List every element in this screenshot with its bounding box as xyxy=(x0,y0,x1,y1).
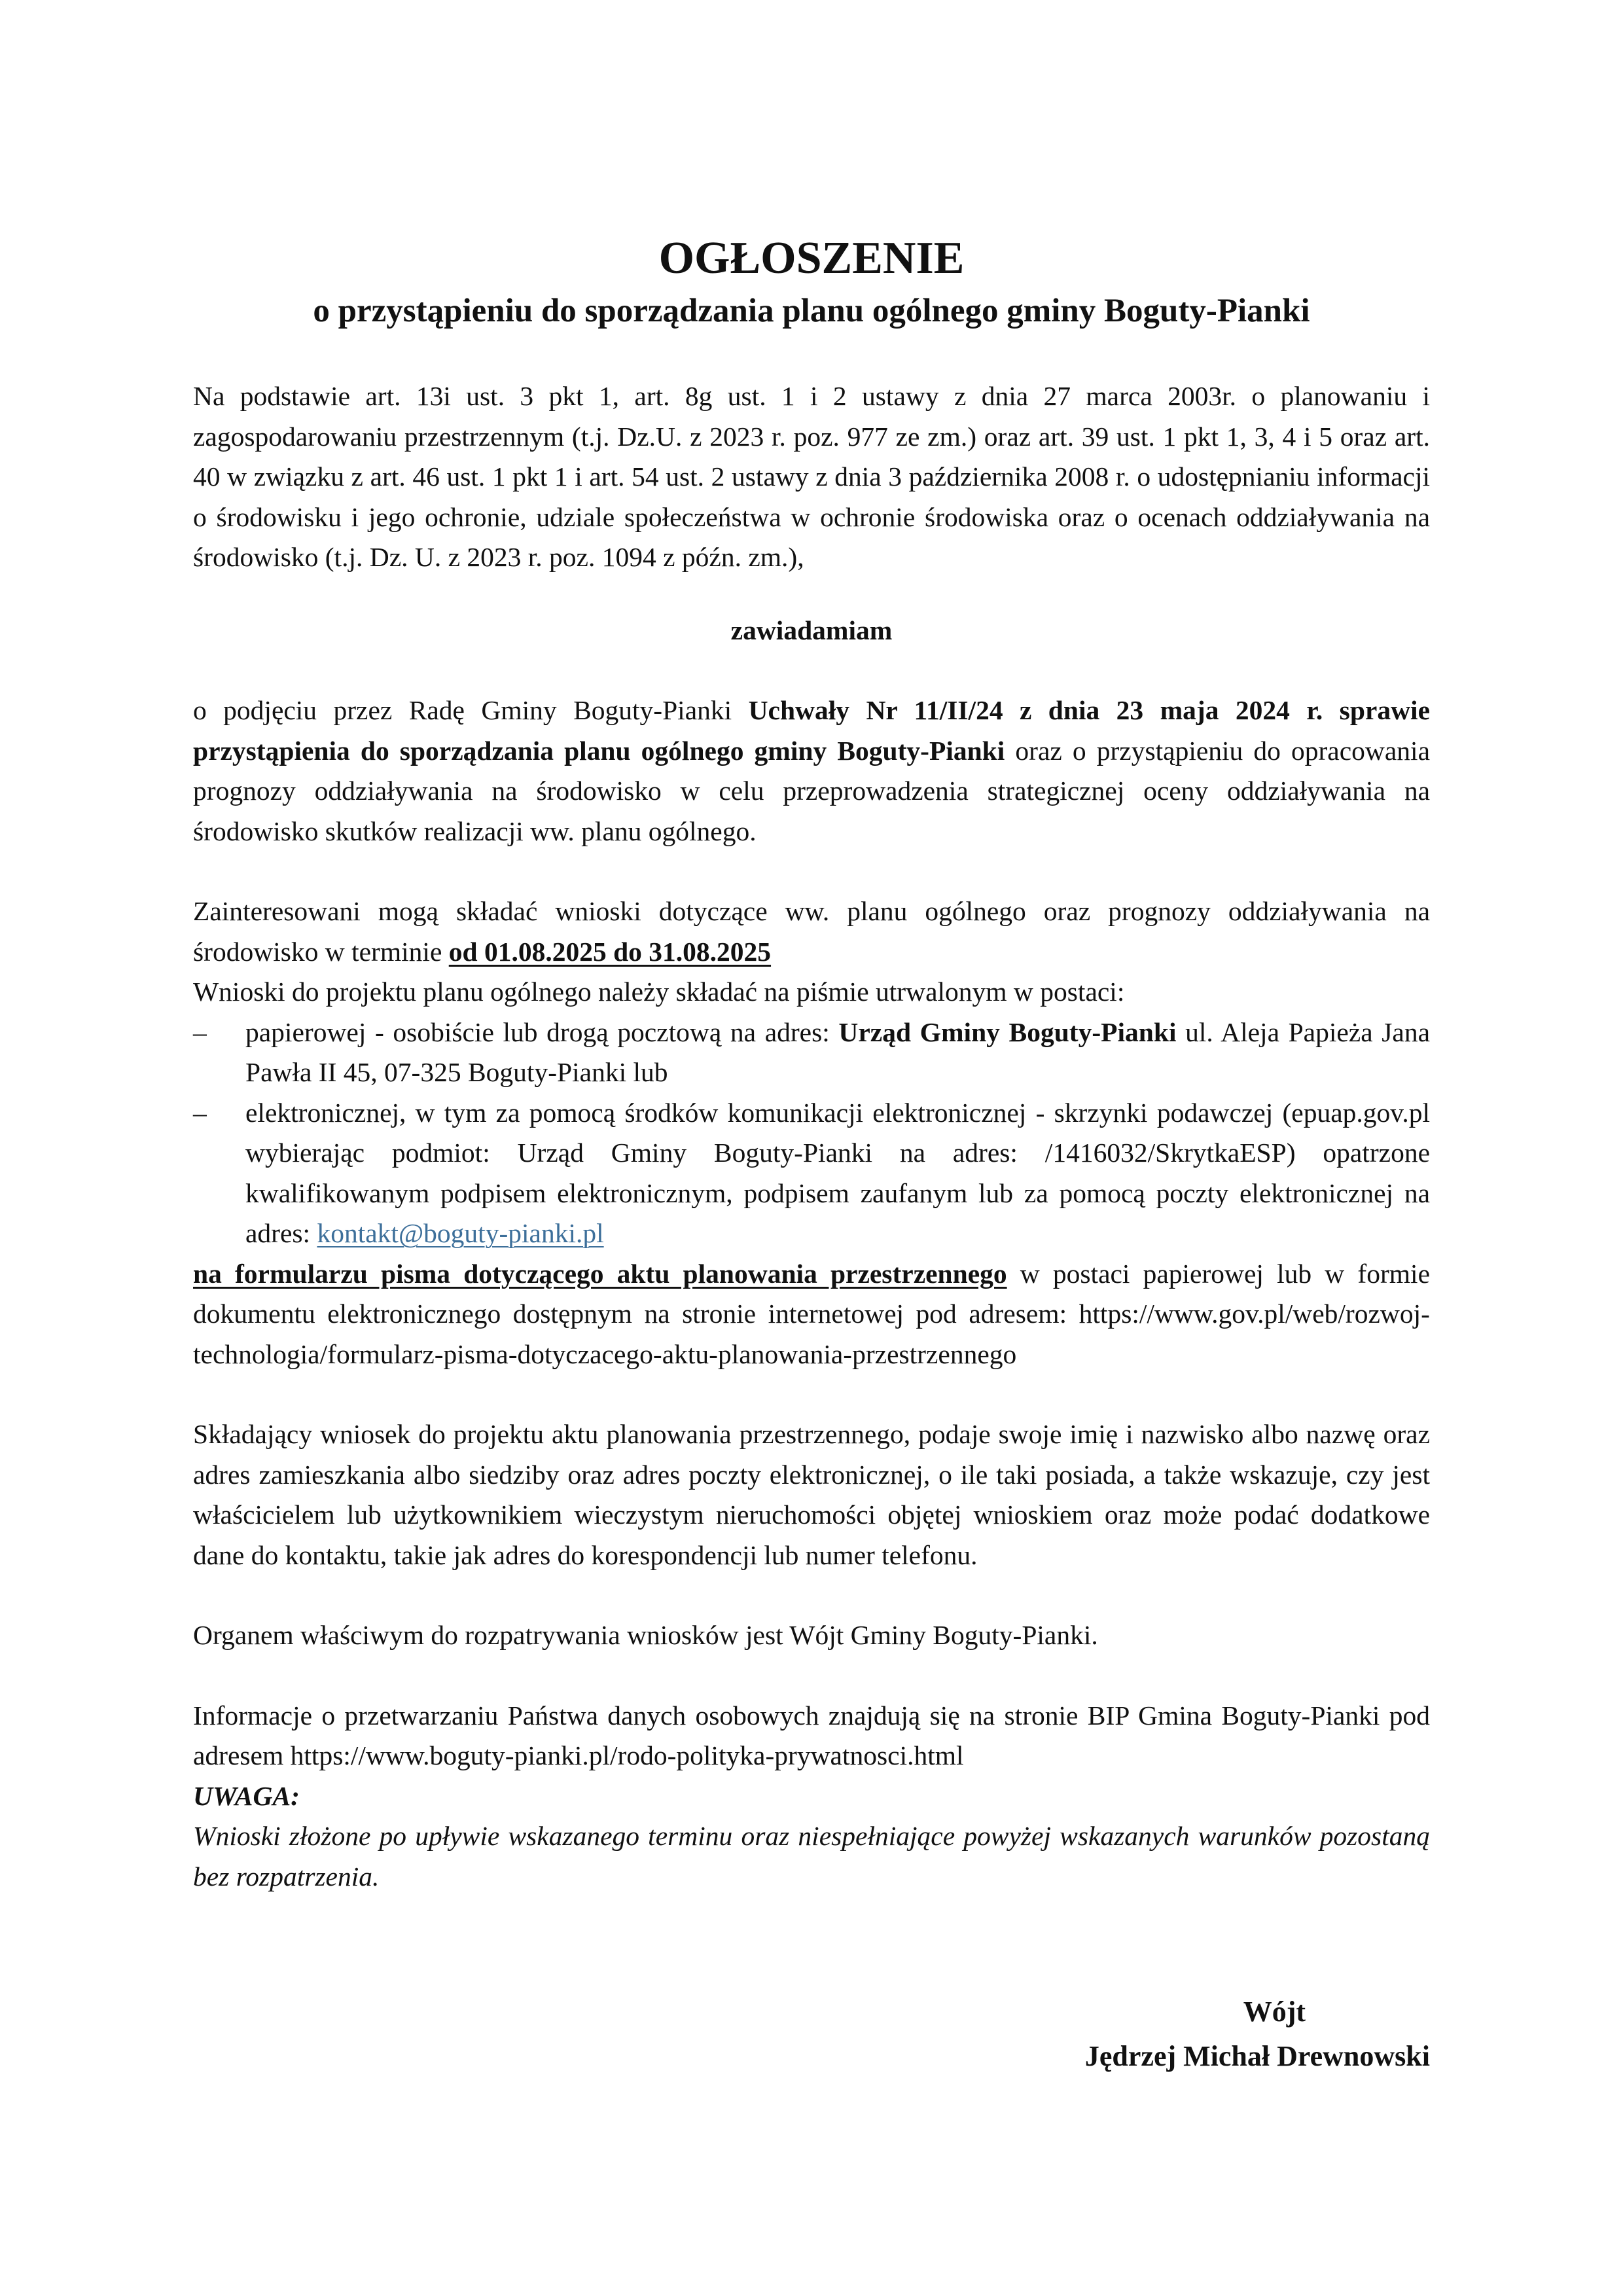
list-dash-marker: – xyxy=(193,1016,207,1047)
forms-intro: Wnioski do projektu planu ogólnego należy składać na piśmie utrwalonym w postaci: xyxy=(193,977,1125,1007)
legal-basis-paragraph: Na podstawie art. 13i ust. 3 pkt 1, art. 8g ust. 1 i 2 ustawy z dnia 27 marca 2003r. o planowaniu i zagospodarowaniu przestrzennym (t.j. Dz.U. z 2023 r. poz. 977 ze zm.) oraz art. 39 ust. 1 pkt 1, 3, 4 i 5 oraz art. 40 w związku z art. 46 ust. 1 pkt 1 i art. 54 ust. 2 ustawy z dnia 3 października 2008 r. o udostępnianiu informacji o środowisku i jego ochronie, udziale społeczeństwa w ochronie środowiska oraz o ocenach oddziaływania na środowisko (t.j. Dz. U. z 2023 r. poz. 1094 z późn. zm.), xyxy=(193,381,1430,572)
list-item-paper xyxy=(193,1013,1430,1093)
signatory-role: Wójt xyxy=(1243,1996,1306,2028)
authority-paragraph: Organem właściwym do rozpatrywania wniosków jest Wójt Gminy Boguty-Pianki. xyxy=(193,1620,1098,1650)
page-subtitle: o przystąpieniu do sporządzania planu ogólnego gminy Boguty-Pianki xyxy=(313,293,1310,329)
email-link[interactable]: kontakt@boguty-pianki.pl xyxy=(317,1218,604,1248)
page-title: OGŁOSZENIE xyxy=(658,233,965,283)
warning-label-text: UWAGA: xyxy=(193,1780,300,1811)
resolution-title: Uchwały Nr 11/II/24 z dnia 23 maja 2024 r. sprawie przystąpienia do sporządzania planu ogólnego gminy Boguty-Pianki xyxy=(193,695,1430,766)
resolution-tail: oraz o przystąpieniu do opracowania prognozy oddziaływania na środowisko w celu przeprowadzenia strategicznej oceny oddziaływania na środowisko skutków realizacji ww. planu ogólnego. xyxy=(193,735,1430,846)
paper-lead: papierowej - osobiście lub drogą pocztową na adres: xyxy=(245,1016,839,1047)
privacy-paragraph: Informacje o przetwarzaniu Państwa danych osobowych znajdują się na stronie BIP Gmina Boguty-Pianki pod adresem https://www.boguty-pianki.pl/rodo-polityka-prywatnosci.html xyxy=(193,1700,1430,1770)
signature-block xyxy=(841,1990,1430,2079)
warning-text: Wnioski złożone po upływie wskazanego terminu oraz niespełniające powyżej wskazanych warunków pozostaną bez rozpatrzenia. xyxy=(193,1821,1430,1892)
form-tail: w postaci papierowej lub w formie dokumentu elektronicznego dostępnym na stronie internetowej pod adresem: https://www.gov.pl/web/rozwoj-technologia/formularz-pisma-dotyczacego-aktu-planowania-przestrzennego xyxy=(193,1258,1431,1369)
form-paragraph xyxy=(193,1254,1430,1375)
signatory-name: Jędrzej Michał Drewnowski xyxy=(1084,2040,1430,2072)
form-title: na formularzu pisma dotyczącego aktu planowania przestrzennego xyxy=(193,1258,1007,1289)
applicant-info-paragraph: Składający wniosek do projektu aktu planowania przestrzennego, podaje swoje imię i nazwisko albo nazwę oraz adres zamieszkania albo siedziby oraz adres poczty elektronicznej, o ile taki posiada, a także wskazuje, czy jest właścicielem lub użytkownikiem wieczystym nieruchomości objętej wnioskiem oraz może podać dodatkowe dane do kontaktu, takie jak adres do korespondencji lub numer telefonu. xyxy=(193,1419,1430,1570)
list-dash-marker: – xyxy=(193,1097,207,1128)
resolution-paragraph xyxy=(193,691,1430,852)
electronic-text: elektronicznej, w tym za pomocą środków komunikacji elektronicznej - skrzynki podawczej (epuap.gov.pl wybierając podmiot: Urząd Gminy Boguty-Pianki na adres: /1416032/SkrytkaESP) opatrzone kwalifikowanym podpisem elektronicznym, podpisem zaufanym lub za pomocą poczty elektronicznej na adres: xyxy=(245,1097,1430,1248)
deadline-paragraph xyxy=(193,891,1430,972)
office-name: Urząd Gminy Boguty-Pianki xyxy=(838,1016,1177,1047)
deadline-lead: Zainteresowani mogą składać wnioski dotyczące ww. planu ogólnego oraz prognozy oddziaływania na środowisko w terminie xyxy=(193,896,1430,967)
warning-label xyxy=(193,1776,1430,1817)
list-item-electronic xyxy=(193,1093,1430,1254)
document-body xyxy=(193,376,1430,1897)
resolution-lead: o podjęciu przez Radę Gminy Boguty-Pianki xyxy=(193,695,749,725)
submission-forms-list xyxy=(193,1013,1430,1254)
announcement-word: zawiadamiam xyxy=(730,615,893,645)
paper-tail: ul. Aleja Papieża Jana Pawła II 45, 07-325 Boguty-Pianki lub xyxy=(245,1016,1431,1087)
deadline-dates: od 01.08.2025 do 31.08.2025 xyxy=(448,936,772,967)
